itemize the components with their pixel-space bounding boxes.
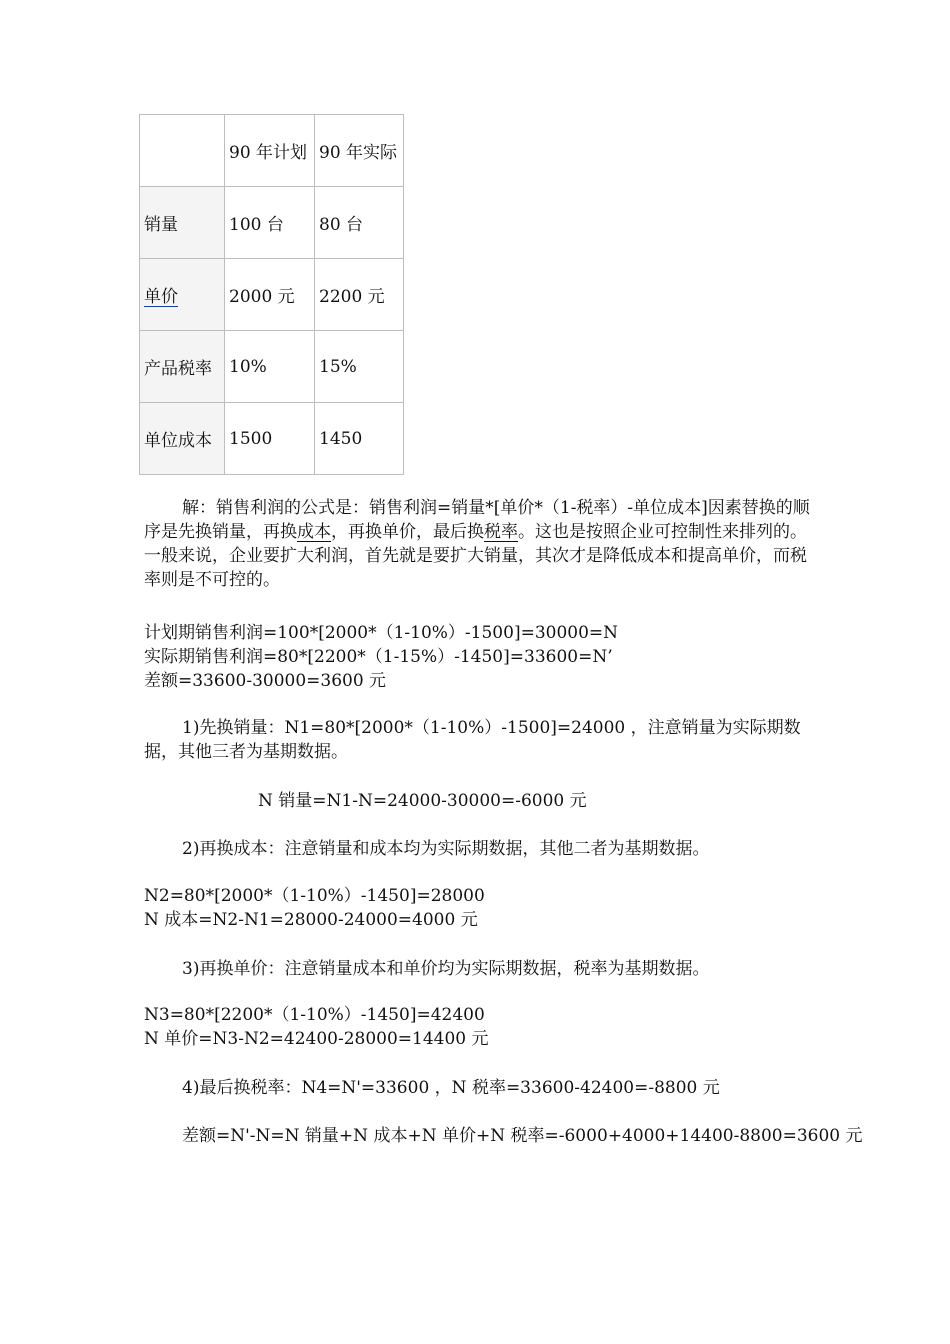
tax-rate-link[interactable]: 税率 — [484, 522, 518, 542]
row-label: 产品税率 — [140, 331, 225, 403]
row-label-link[interactable] — [140, 259, 225, 331]
calc-line: N 成本=N2-N1=28000-24000=4000 元 — [144, 910, 478, 930]
plan-cell: 2000 元 — [225, 259, 315, 331]
calc-line: 差额=33600-30000=3600 元 — [144, 671, 387, 691]
calc-line: N 单价=N3-N2=42400-28000=14400 元 — [144, 1029, 489, 1049]
unit-price-link[interactable]: 单价 — [144, 287, 178, 307]
plan-cell: 1500 — [225, 403, 315, 475]
row-label: 单位成本 — [140, 403, 225, 475]
step1-result: N 销量=N1-N=24000-30000=-6000 元 — [258, 791, 587, 811]
row-label: 销量 — [140, 187, 225, 259]
step2-lines — [144, 884, 812, 932]
plan-cell: 10% — [225, 331, 315, 403]
step2-paragraph: 2)再换成本：注意销量和成本均为实际期数据，其他二者为基期数据。 — [182, 839, 710, 859]
actual-cell: 2200 元 — [315, 259, 404, 331]
summary-line: 差额=N'-N=N 销量+N 成本+N 单价+N 税率=-6000+4000+14400-8800=3600 元 — [182, 1126, 863, 1146]
calc-line: 实际期销售利润=80*[2200*（1-15%）-1450]=33600=N’ — [144, 647, 613, 667]
table-header-cell — [140, 115, 225, 187]
step1-paragraph: 1)先换销量：N1=80*[2000*（1-10%）-1500]=24000 ，注意销量为实际期数据，其他三者为基期数据。 — [144, 718, 801, 762]
calc-line: N2=80*[2000*（1-10%）-1450]=28000 — [144, 886, 485, 906]
table-row — [140, 187, 404, 259]
step3-lines — [144, 1003, 812, 1051]
data-table — [139, 114, 404, 475]
step3-paragraph: 3)再换单价：注意销量成本和单价均为实际期数据，税率为基期数据。 — [182, 959, 710, 979]
table-header-cell: 90 年实际 — [315, 115, 404, 187]
table-header-row — [140, 115, 404, 187]
calc-line: N3=80*[2200*（1-10%）-1450]=42400 — [144, 1005, 485, 1025]
actual-cell: 15% — [315, 331, 404, 403]
actual-cell: 80 台 — [315, 187, 404, 259]
calculation-block — [144, 621, 812, 693]
explanation-paragraph: 解：销售利润的公式是：销售利润=销量*[单价*（1-税率）-单位成本]因素替换的顺序是先换销量，再换成本，再换单价，最后换税率。这也是按照企业可控制性来排列的。一般来说，企业要扩大利润，首先就是要扩大销量，其次才是降低成本和提高单价，而税率则是不可控的。 — [144, 498, 810, 590]
table-row — [140, 331, 404, 403]
cost-link[interactable]: 成本 — [297, 522, 331, 542]
actual-cell: 1450 — [315, 403, 404, 475]
calc-line: 计划期销售利润=100*[2000*（1-10%）-1500]=30000=N — [144, 623, 619, 643]
table-row — [140, 403, 404, 475]
plan-cell: 100 台 — [225, 187, 315, 259]
step4-paragraph: 4)最后换税率：N4=N'=33600 ，N 税率=33600-42400=-8800 元 — [182, 1078, 720, 1098]
table-row — [140, 259, 404, 331]
table-header-cell: 90 年计划 — [225, 115, 315, 187]
